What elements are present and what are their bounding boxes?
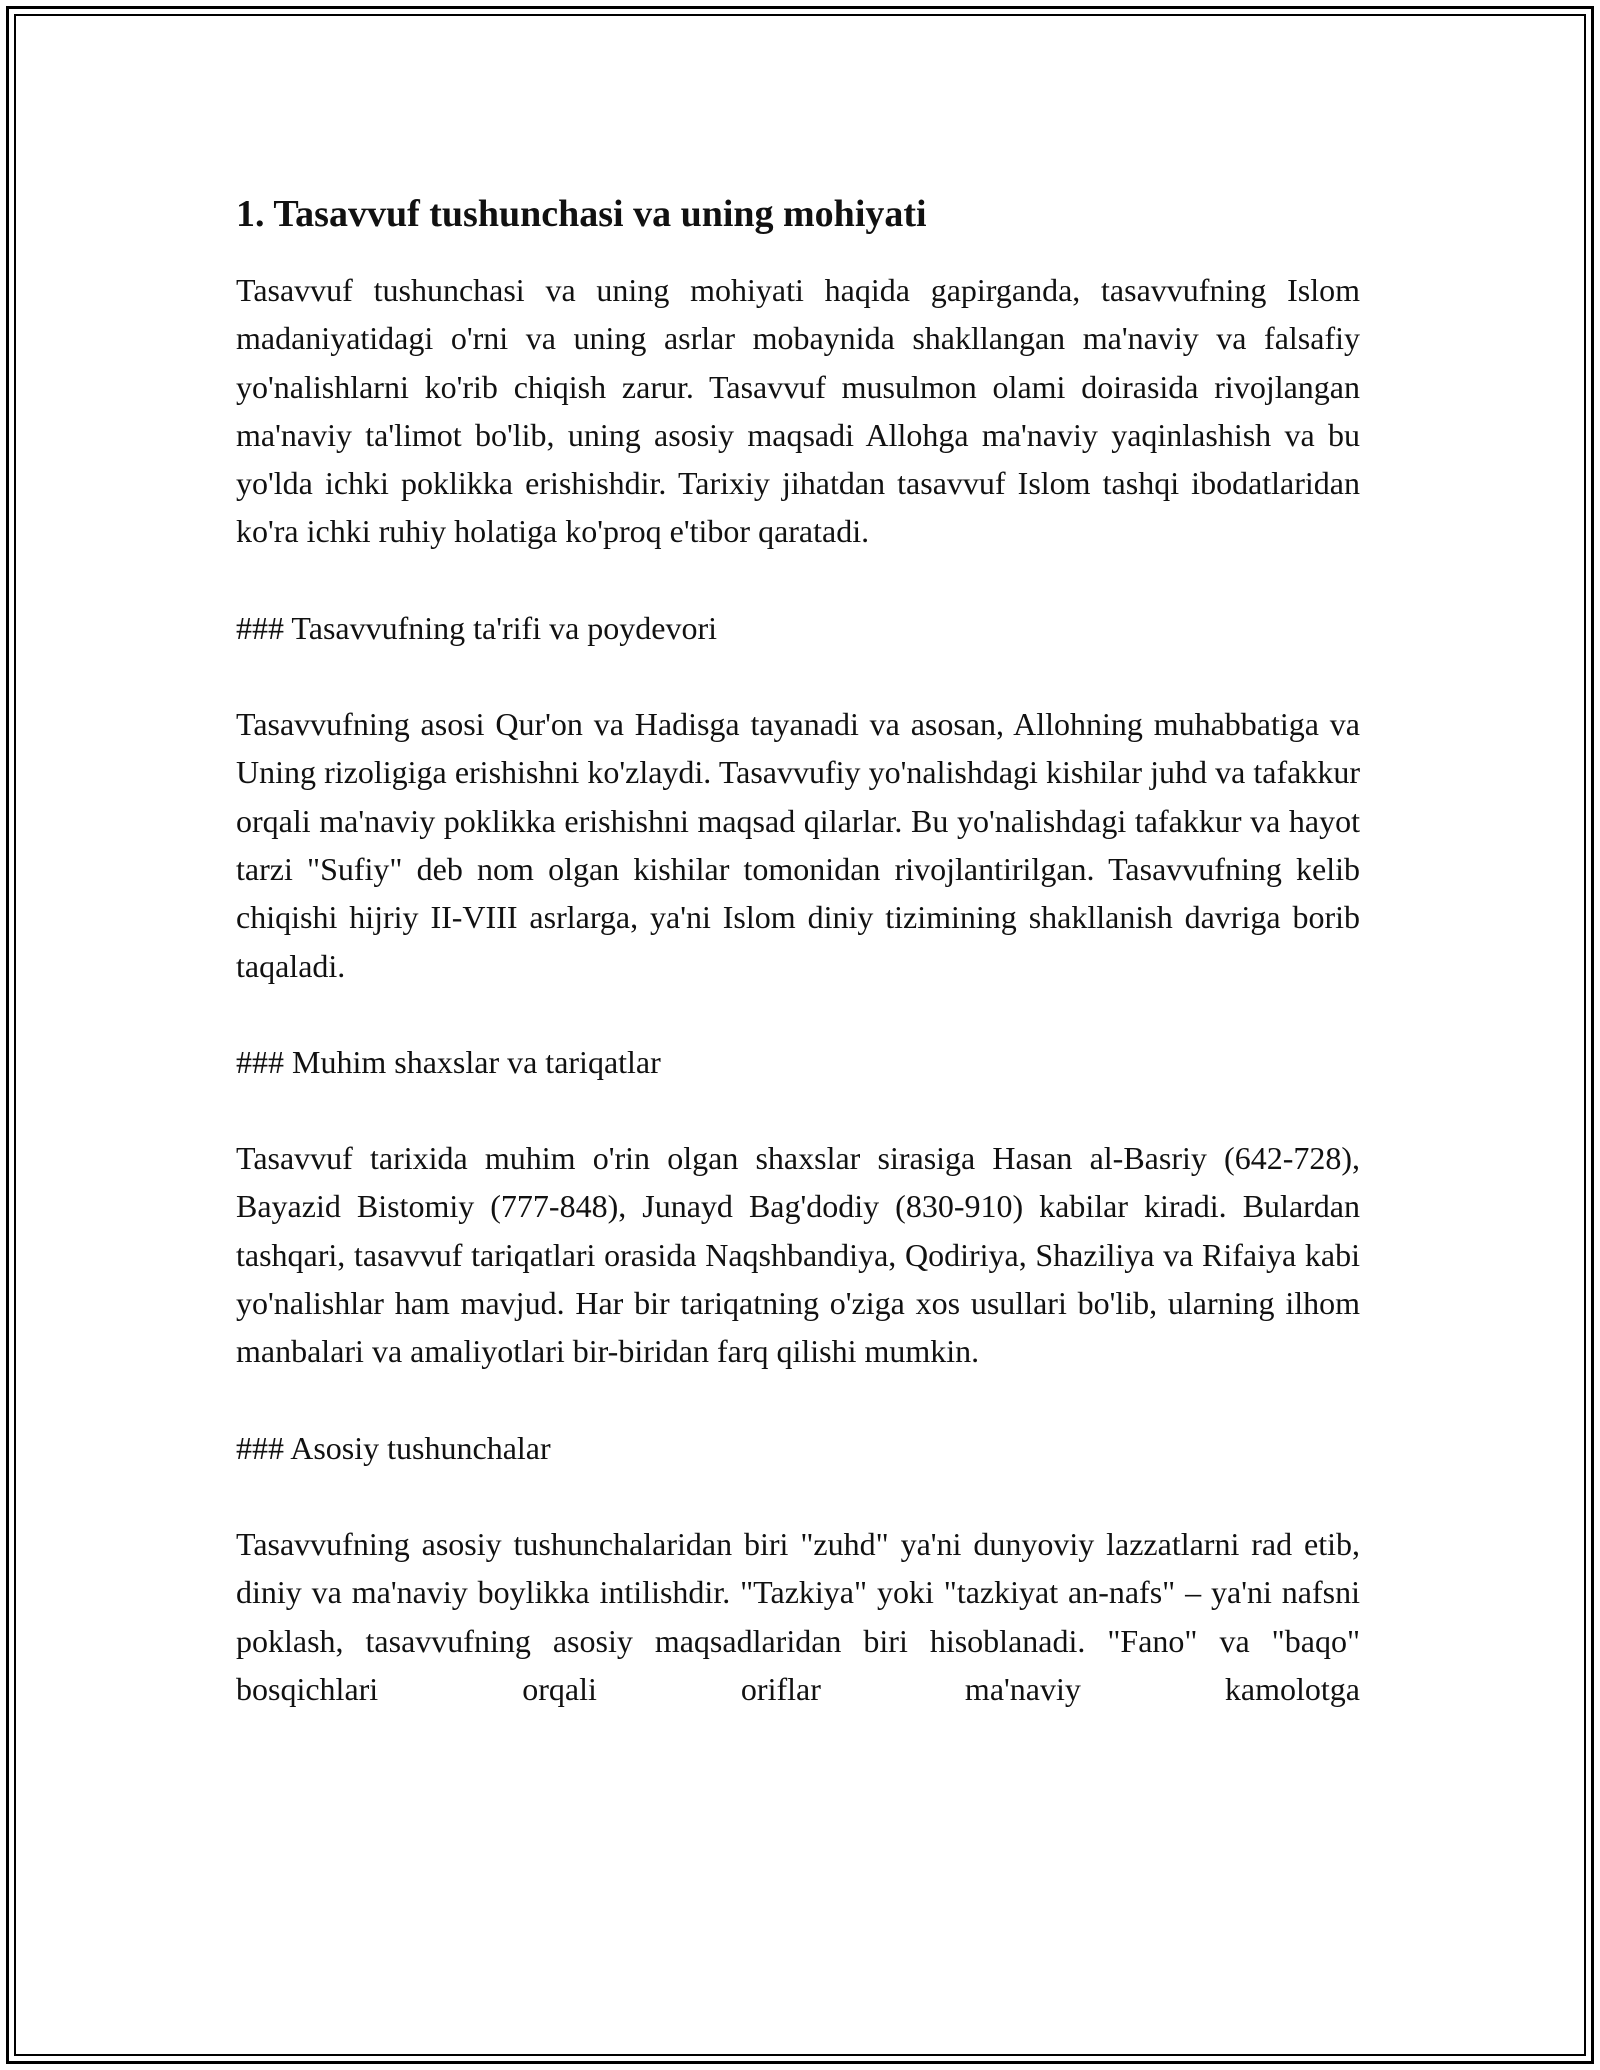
subheading-definition: ### Tasavvufning ta'rifi va poydevori <box>236 609 718 646</box>
subheading-concepts: ### Asosiy tushunchalar <box>236 1429 551 1466</box>
paragraph-definition: Tasavvufning asosi Qur'on va Hadisga tayanadi va asosan, Allohning muhabbatiga va Uning rizoligiga erishishni ko'zlaydi. Tasavvufiy yo'nalishdagi kishilar juhd va tafakkur orqali ma'naviy poklikka erishishni maqsad qilarlar. Bu yo'nalishdagi tafakkur va hayot tarzi "Sufiy" deb nom olgan kishilar tomonidan rivojlantirilgan. Tasavvufning kelib chiqishi hijriy II-VIII asrlarga, ya'ni Islom diniy tizimining shakllanish davriga borib taqaladi. <box>236 706 1360 984</box>
subheading-figures: ### Muhim shaxslar va tariqatlar <box>236 1043 661 1080</box>
paragraph-intro: Tasavvuf tushunchasi va uning mohiyati haqida gapirganda, tasavvufning Islom madaniyatidagi o'rni va uning asrlar mobaynida shakllangan ma'naviy va falsafiy yo'nalishlarni ko'rib chiqish zarur. Tasavvuf musulmon olami doirasida rivojlangan ma'naviy ta'limot bo'lib, uning asosiy maqsadi Allohga ma'naviy yaqinlashish va bu yo'lda ichki poklikka erishishdir. Tarixiy jihatdan tasavvuf Islom tashqi ibodatlaridan ko'ra ichki ruhiy holatiga ko'proq e'tibor qaratadi. <box>236 272 1360 550</box>
paragraph-figures: Tasavvuf tarixida muhim o'rin olgan shaxslar sirasiga Hasan al-Basriy (642-728), Bayazid Bistomiy (777-848), Junayd Bag'dodiy (830-910) kabilar kiradi. Bulardan tashqari, tasavvuf tariqatlari orasida Naqshbandiya, Qodiriya, Shaziliya va Rifaiya kabi yo'nalishlar ham mavjud. Har bir tariqatning o'ziga xos usullari bo'lib, ularning ilhom manbalari va amaliyotlari bir-biridan farq qilishi mumkin. <box>236 1140 1360 1370</box>
document-body <box>236 186 1360 1713</box>
paragraph-concepts: Tasavvufning asosiy tushunchalaridan biri "zuhd" ya'ni dunyoviy lazzatlarni rad etib, diniy va ma'naviy boylikka intilishdir. "Tazkiya" yoki "tazkiyat an-nafs" – ya'ni nafsni poklash, tasavvufning asosiy maqsadlaridan biri hisoblanadi. "Fano" va "baqo" bosqichlari orqali oriflar ma'naviy kamolotga <box>236 1525 1360 1707</box>
section-title: 1. Tasavvuf tushunchasi va uning mohiyati <box>236 193 927 235</box>
